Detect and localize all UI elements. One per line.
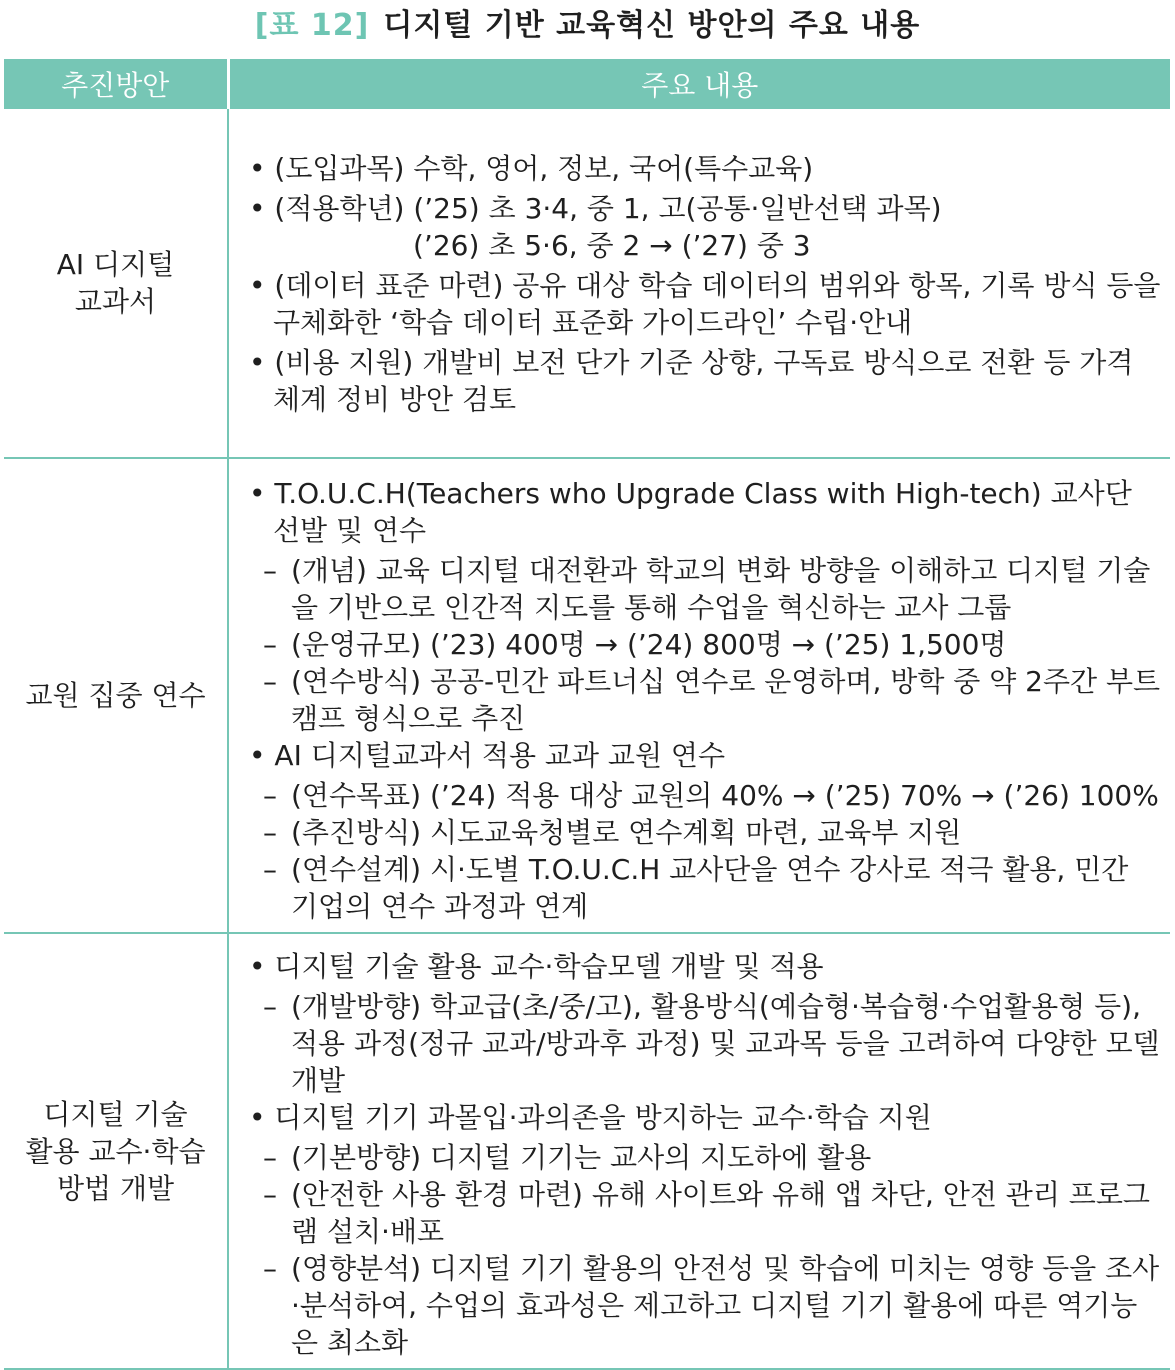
dash-mark: – <box>263 664 277 698</box>
category-cell <box>4 458 228 933</box>
dash-text: (연수목표) (’24) 적용 대상 교원의 40% → (’25) 70% → (’26) 100% <box>291 778 1159 812</box>
dash-text: (개발방향) 학교급(초/중/고), 활용방식(예습형·복습형·수업활용형 등), 적용 과정(정규 교과/방과후 과정) 및 교과목 등을 고려하여 다양한 모델 개발 <box>291 989 1160 1097</box>
dash-item <box>249 626 1162 663</box>
bullet-item: • AI 디지털교과서 적용 교과 교원 연수 <box>249 738 726 772</box>
bullet-item: • (도입과목) 수학, 영어, 정보, 국어(특수교육) <box>249 151 814 185</box>
dash-item <box>249 1139 1162 1176</box>
table-row <box>4 109 1170 458</box>
dash-mark: – <box>263 989 277 1023</box>
dash-mark: – <box>263 778 277 812</box>
table-row <box>4 458 1170 933</box>
dash-mark: – <box>263 1177 277 1211</box>
header-category: 추진방안 <box>4 59 228 109</box>
dash-text: (기본방향) 디지털 기기는 교사의 지도하에 활용 <box>291 1140 872 1174</box>
dash-text: (영향분석) 디지털 기기 활용의 안전성 및 학습에 미치는 영향 등을 조사·분석하여, 수업의 효과성은 제고하고 디지털 기기 활용에 따른 역기능은 최소화 <box>291 1251 1160 1359</box>
dash-mark: – <box>263 815 277 849</box>
dash-item <box>249 1250 1162 1361</box>
content-cell <box>228 109 1170 458</box>
bullet-item: • 디지털 기술 활용 교수·학습모델 개발 및 적용 <box>249 949 824 983</box>
dash-text: (연수방식) 공공-민간 파트너십 연수로 운영하며, 방학 중 약 2주간 부트 캠프 형식으로 추진 <box>291 664 1161 735</box>
category-cell <box>4 109 228 458</box>
table-row <box>4 933 1170 1369</box>
dash-mark: – <box>263 852 277 886</box>
dash-text: (개념) 교육 디지털 대전환과 학교의 변화 방향을 이해하고 디지털 기술을 기반으로 인간적 지도를 통해 수업을 혁신하는 교사 그룹 <box>291 553 1151 624</box>
header-row <box>4 59 1170 109</box>
dash-mark: – <box>263 1251 277 1285</box>
bullet-item: • T.O.U.C.H(Teachers who Upgrade Class with High-tech) 교사단 선발 및 연수 <box>249 476 1132 547</box>
dash-mark: – <box>263 1140 277 1174</box>
category-cell <box>4 933 228 1369</box>
dash-mark: – <box>263 627 277 661</box>
bullet-text: • (적용학년) (’25) 초 3·4, 중 1, 고(공통·일반선택 과목) <box>249 191 942 225</box>
bullet-item <box>249 190 1162 264</box>
category-line: 디지털 기술 <box>43 1097 188 1131</box>
dash-text: (연수설계) 시·도별 T.O.U.C.H 교사단을 연수 강사로 적극 활용, 민간 기업의 연수 과정과 연계 <box>291 852 1129 923</box>
dash-item <box>249 814 1162 851</box>
bullet-item: • (비용 지원) 개발비 보전 단가 기준 상향, 구독료 방식으로 전환 등 가격 체계 정비 방안 검토 <box>249 345 1134 416</box>
category-line: 방법 개발 <box>56 1171 175 1205</box>
dash-text: (안전한 사용 환경 마련) 유해 사이트와 유해 앱 차단, 안전 관리 프로그램 설치·배포 <box>291 1177 1150 1248</box>
dash-mark: – <box>263 553 277 587</box>
category-line: 교과서 <box>74 285 157 318</box>
category-line: AI 디지털 <box>56 248 175 281</box>
dash-item <box>249 552 1162 626</box>
content-table <box>4 59 1170 1370</box>
content-cell <box>228 933 1170 1369</box>
dash-item <box>249 1176 1162 1250</box>
dash-item <box>249 851 1162 925</box>
table-number: [표 12] <box>254 8 370 43</box>
content-cell <box>228 458 1170 933</box>
dash-item <box>249 663 1162 737</box>
table-title: 디지털 기반 교육혁신 방안의 주요 내용 <box>383 8 921 43</box>
category-line: 교원 집중 연수 <box>25 679 206 712</box>
bullet-continuation: (’26) 초 5·6, 중 2 → (’27) 중 3 <box>413 228 811 262</box>
dash-text: (추진방식) 시도교육청별로 연수계획 마련, 교육부 지원 <box>291 815 962 849</box>
table-caption <box>0 4 1175 48</box>
category-line: 활용 교수·학습 <box>25 1134 206 1168</box>
bullet-item: • (데이터 표준 마련) 공유 대상 학습 데이터의 범위와 항목, 기록 방식 등을 구체화한 ‘학습 데이터 표준화 가이드라인’ 수립·안내 <box>249 268 1161 339</box>
bullet-item: • 디지털 기기 과몰입·과의존을 방지하는 교수·학습 지원 <box>249 1100 932 1134</box>
dash-item <box>249 988 1162 1099</box>
header-content: 주요 내용 <box>228 59 1170 109</box>
dash-item <box>249 777 1162 814</box>
dash-text: (운영규모) (’23) 400명 → (’24) 800명 → (’25) 1,500명 <box>291 627 1007 661</box>
